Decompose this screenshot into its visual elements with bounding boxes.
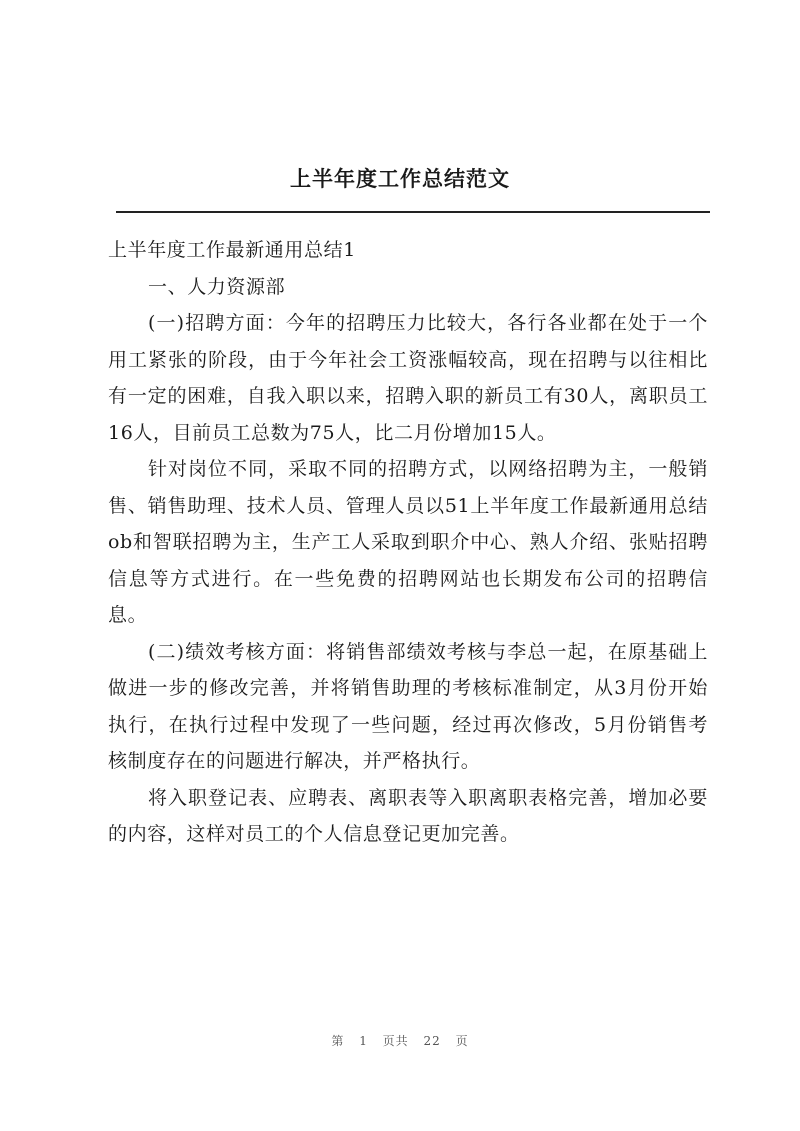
page-footer xyxy=(0,1032,800,1049)
paragraph-recruitment: (一)招聘方面：今年的招聘压力比较大，各行各业都在处于一个用工紧张的阶段，由于今年社会工资涨幅较高，现在招聘与以往相比有一定的困难，自我入职以来，招聘入职的新员工有30人，离职员工16人，目前员工总数为75人，比二月份增加15人。 xyxy=(108,312,708,444)
section-subtitle: 上半年度工作最新通用总结1 xyxy=(108,239,356,261)
section-heading: 一、人力资源部 xyxy=(148,275,286,298)
paragraph-performance: (二)绩效考核方面：将销售部绩效考核与李总一起，在原基础上做进一步的修改完善，并将销售助理的考核标准制定，从3月份开始执行，在执行过程中发现了一些问题，经过再次修改，5月份销售考核制度存在的问题进行解决，并严格执行。 xyxy=(108,640,708,772)
page-title: 上半年度工作总结范文 xyxy=(290,167,510,191)
footer-prefix: 第 xyxy=(331,1034,345,1048)
paragraph-forms: 将入职登记表、应聘表、离职表等入职离职表格完善，增加必要的内容，这样对员工的个人信息登记更加完善。 xyxy=(108,786,708,845)
title-divider xyxy=(116,211,710,213)
footer-suffix: 页 xyxy=(455,1034,469,1048)
paragraph-recruitment-methods: 针对岗位不同，采取不同的招聘方式，以网络招聘为主，一般销售、销售助理、技术人员、管理人员以51上半年度工作最新通用总结ob和智联招聘为主，生产工人采取到职介中心、熟人介绍、张贴招聘信息等方式进行。在一些免费的招聘网站也长期发布公司的招聘信息。 xyxy=(108,458,708,626)
footer-page-number: 1 xyxy=(359,1034,368,1048)
footer-middle: 页共 xyxy=(382,1034,409,1048)
document-body xyxy=(108,232,708,853)
footer-total-pages: 22 xyxy=(423,1034,441,1048)
